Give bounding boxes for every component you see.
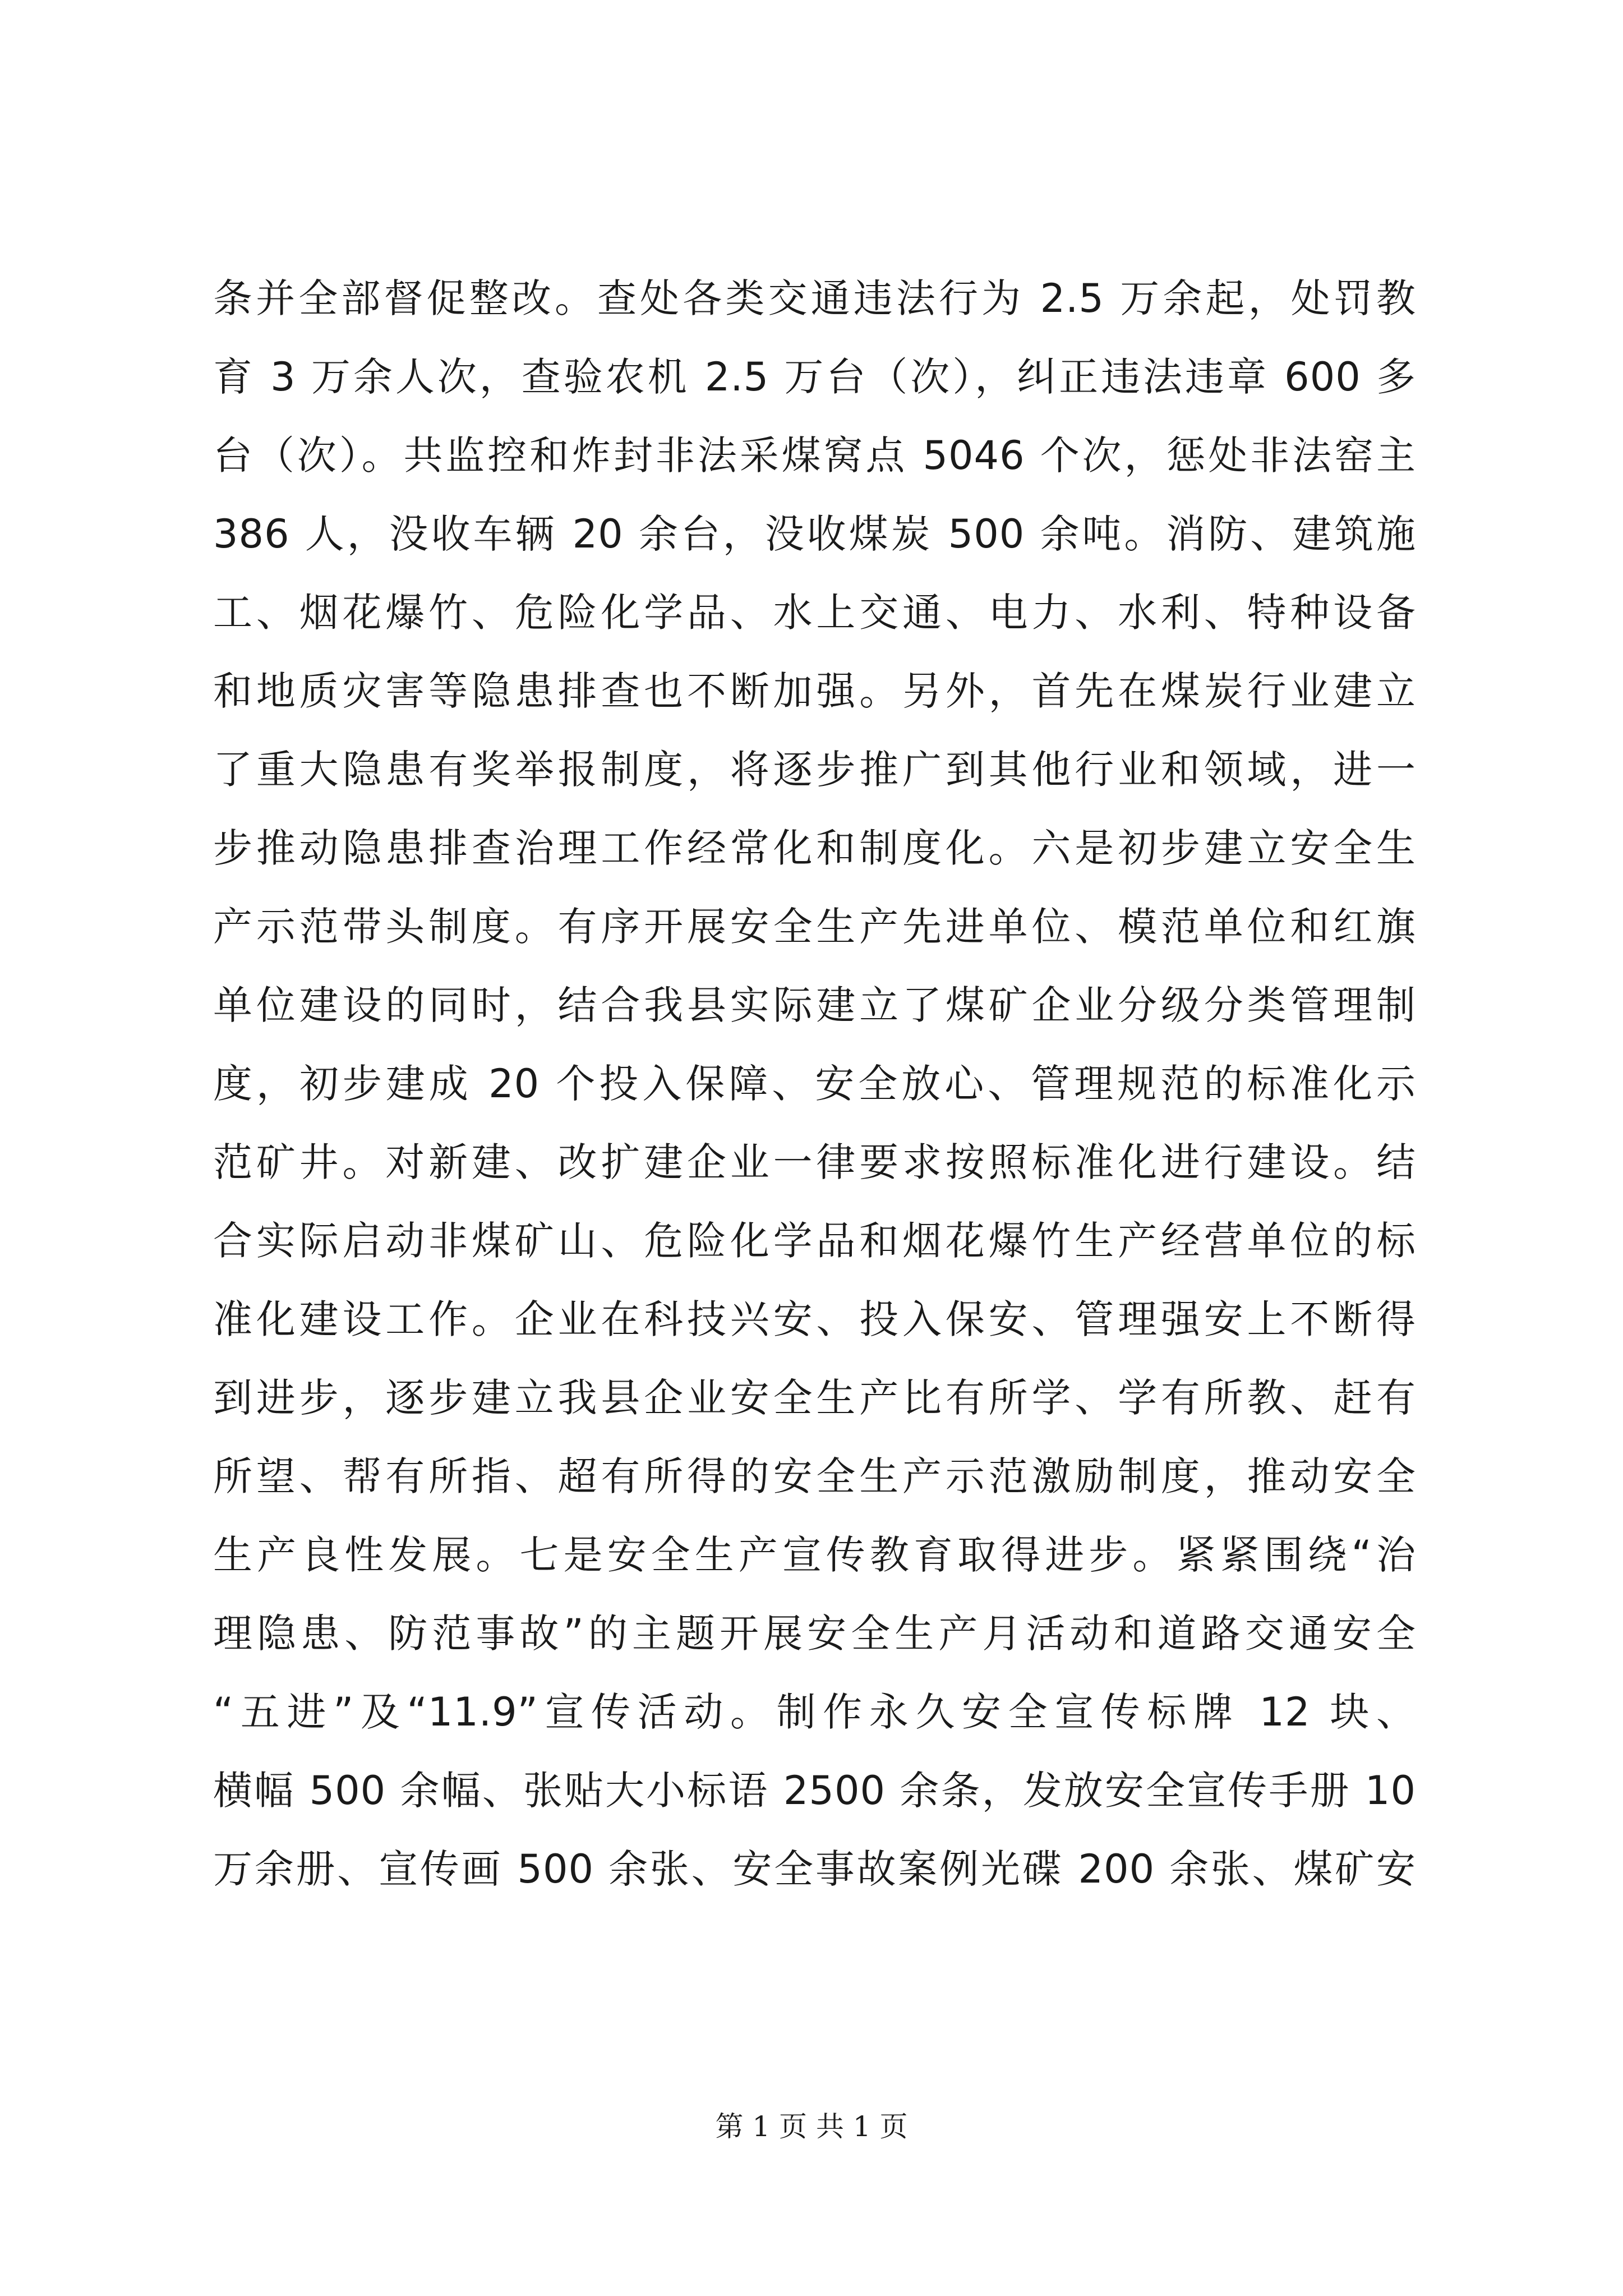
text-line: 准化建设工作。企业在科技兴安、投入保安、管理强安上不断得 [213, 1296, 1416, 1342]
text-line: 到进步，逐步建立我县企业安全生产比有所学、学有所教、赶有 [213, 1375, 1416, 1421]
text-line: 横幅 500 余幅、张贴大小标语 2500 余条，发放安全宣传手册 10 [213, 1768, 1416, 1814]
text-line: 生产良性发展。七是安全生产宣传教育取得进步。紧紧围绕“治 [213, 1532, 1416, 1578]
text-line: 范矿井。对新建、改扩建企业一律要求按照标准化进行建设。结 [213, 1139, 1416, 1185]
text-line: 工、烟花爆竹、危险化学品、水上交通、电力、水利、特种设备 [213, 590, 1416, 636]
text-line: “五进”及“11.9”宣传活动。制作永久安全宣传标牌 12 块、 [213, 1689, 1416, 1735]
text-line: 所望、帮有所指、超有所得的安全生产示范激励制度，推动安全 [213, 1453, 1416, 1499]
text-line: 度，初步建成 20 个投入保障、安全放心、管理规范的标准化示 [213, 1061, 1416, 1107]
text-line: 合实际启动非煤矿山、危险化学品和烟花爆竹生产经营单位的标 [213, 1218, 1416, 1264]
text-line: 和地质灾害等隐患排查也不断加强。另外，首先在煤炭行业建立 [213, 668, 1416, 714]
text-line: 条并全部督促整改。查处各类交通违法行为 2.5 万余起，处罚教 [213, 275, 1416, 321]
text-line: 386 人，没收车辆 20 余台，没收煤炭 500 余吨。消防、建筑施 [213, 511, 1416, 557]
text-line: 万余册、宣传画 500 余张、安全事故案例光碟 200 余张、煤矿安 [213, 1846, 1416, 1892]
text-line: 育 3 万余人次，查验农机 2.5 万台（次），纠正违法违章 600 多 [213, 354, 1416, 400]
body-text [213, 259, 1416, 1908]
text-line: 台（次）。共监控和炸封非法采煤窝点 5046 个次，惩处非法窑主 [213, 432, 1416, 478]
text-line: 理隐患、防范事故”的主题开展安全生产月活动和道路交通安全 [213, 1611, 1416, 1657]
text-line: 产示范带头制度。有序开展安全生产先进单位、模范单位和红旗 [213, 904, 1416, 950]
text-line: 了重大隐患有奖举报制度，将逐步推广到其他行业和领域，进一 [213, 747, 1416, 793]
page-footer: 第 1 页 共 1 页 [715, 2110, 908, 2143]
text-line: 单位建设的同时，结合我县实际建立了煤矿企业分级分类管理制 [213, 982, 1416, 1028]
text-line: 步推动隐患排查治理工作经常化和制度化。六是初步建立安全生 [213, 825, 1416, 871]
